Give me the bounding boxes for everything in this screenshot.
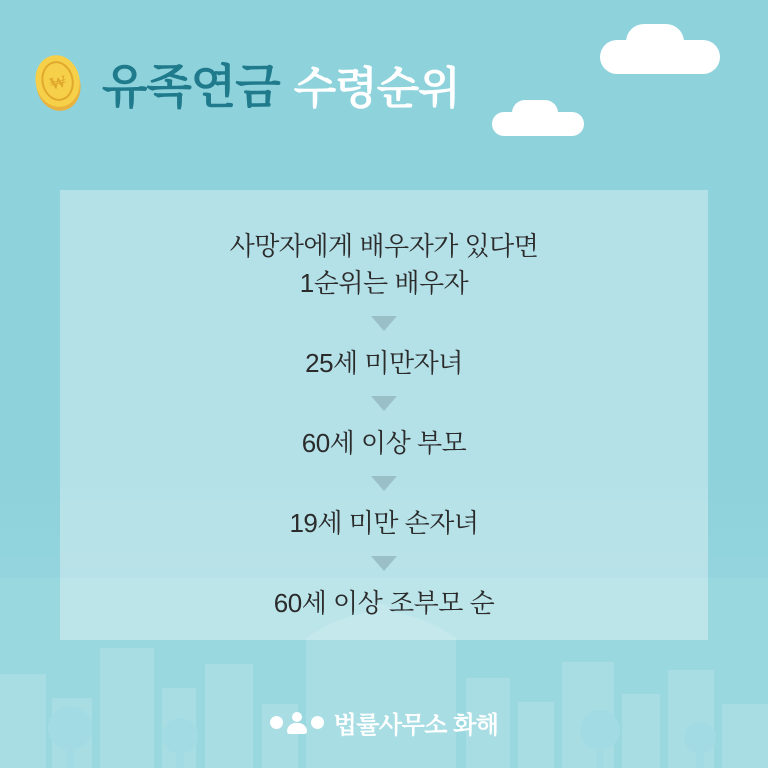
flow-panel <box>60 190 708 640</box>
title-main: 유족연금 <box>102 59 280 113</box>
flow-step-5: 60세 이상 조부모 순 <box>273 587 495 618</box>
page-title <box>102 50 460 117</box>
triangle-down-icon <box>371 556 397 571</box>
triangle-down-icon <box>371 316 397 331</box>
header <box>0 38 768 128</box>
svg-text:₩: ₩ <box>47 71 69 94</box>
triangle-down-icon <box>371 476 397 491</box>
flow-step-1 <box>230 228 539 302</box>
flow-step-4: 19세 미만 손자녀 <box>289 507 479 538</box>
coin-icon <box>22 47 93 118</box>
flow-step-2: 25세 미만자녀 <box>305 347 463 378</box>
triangle-down-icon <box>371 396 397 411</box>
people-logo-icon <box>270 712 324 734</box>
footer <box>0 705 768 740</box>
flow-step-1-line1: 사망자에게 배우자가 있다면 1순위는 배우자 <box>229 231 539 298</box>
brand-name: 법률사무소 화해 <box>333 712 499 739</box>
title-sub: 수령순위 <box>293 63 460 113</box>
flow-step-3: 60세 이상 부모 <box>301 427 467 458</box>
